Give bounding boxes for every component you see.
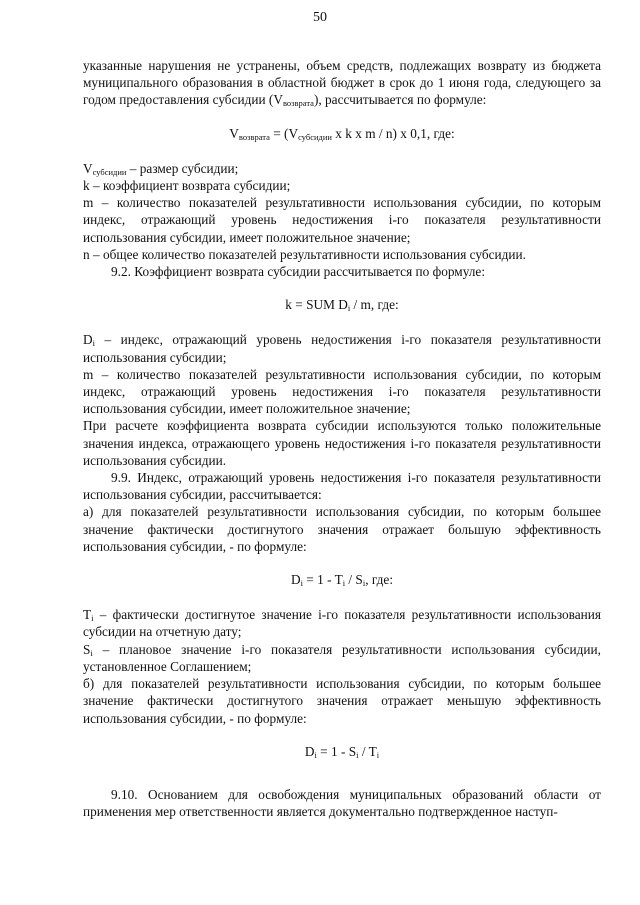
subscript: i xyxy=(92,338,95,349)
text-run: – индекс, отражающий уровень недостижения i-го показателя результативности использования субсидии; xyxy=(83,332,601,365)
paragraph xyxy=(83,641,601,675)
text-run: / m, где: xyxy=(350,297,399,313)
formula xyxy=(83,743,601,760)
subscript: субсидии xyxy=(298,131,332,142)
paragraph xyxy=(83,606,601,640)
subscript: i xyxy=(347,303,351,314)
paragraph xyxy=(83,786,601,820)
text-run: – плановое значение i-го показателя результативности использования субсидии, установленное Соглашением; xyxy=(83,641,601,674)
document-body xyxy=(83,57,601,820)
paragraph xyxy=(83,503,601,555)
subscript: возврата xyxy=(282,98,314,109)
text-run: V xyxy=(83,160,93,176)
text-run: , где: xyxy=(365,572,394,588)
text-run: m – количество показателей результативности использования субсидии, по которым индекс, отражающий уровень недостижения i-го показателя результативности использования субсидии, имеет положительное значение; xyxy=(83,195,601,245)
text-run: а) для показателей результативности использования субсидии, по которым большее значение фактически достигнутого значения отражает большую эффективность использования субсидии, - по формуле: xyxy=(83,504,601,554)
text-run: б) для показателей результативности использования субсидии, по которым большее значение фактически достигнутого значения отражает меньшую эффективность использования субсидии, - по формуле: xyxy=(83,676,601,726)
paragraph xyxy=(83,263,601,280)
text-run: m – количество показателей результативности использования субсидии, по которым индекс, отражающий уровень недостижения i-го показателя результативности использования субсидии, имеет положительное значение; xyxy=(83,366,601,417)
text-run: 9.9. Индекс, отражающий уровень недостижения i-го показателя результативности использования субсидии, рассчитывается: xyxy=(83,470,601,503)
paragraph xyxy=(83,177,601,194)
subscript: i xyxy=(376,749,380,760)
text-run: x k x m / n) x 0,1, где: xyxy=(331,125,455,141)
text-run: k = SUM D xyxy=(285,297,348,313)
paragraph xyxy=(83,194,601,246)
text-run: 9.2. Коэффициент возврата субсидии рассчитывается по формуле: xyxy=(111,264,486,280)
paragraph xyxy=(83,331,601,365)
text-run: 9.10. Основанием для освобождения муниципальных образований области от применения мер ответственности является документально подтвержденное наступ- xyxy=(83,786,601,820)
paragraph xyxy=(83,469,601,503)
text-run: = 1 - S xyxy=(316,743,357,759)
text-run: V xyxy=(229,125,239,141)
paragraph xyxy=(83,417,601,469)
formula xyxy=(83,296,601,313)
paragraph xyxy=(83,366,601,418)
text-run: D xyxy=(290,572,301,588)
spacer xyxy=(83,778,601,786)
text-run: – размер субсидии; xyxy=(126,160,239,176)
text-run: При расчете коэффициента возврата субсидии используются только положительные значения индекса, отражающего уровень недостижения i-го показателя результативности использования субсидии. xyxy=(83,418,601,468)
subscript: i xyxy=(90,647,93,658)
text-run: n – общее количество показателей результативности использования субсидии. xyxy=(83,246,526,262)
text-run: = 1 - T xyxy=(302,572,343,588)
subscript: i xyxy=(342,578,346,589)
text-run: – фактически достигнутое значение i-го показателя результативности использования субсидии на отчетную дату; xyxy=(83,607,601,640)
text-run: S xyxy=(83,641,91,657)
page-number: 50 xyxy=(313,10,327,25)
paragraph xyxy=(83,246,601,263)
text-run: T xyxy=(83,607,92,623)
text-run: D xyxy=(83,332,93,348)
text-run: k – коэффициент возврата субсидии; xyxy=(83,178,291,194)
subscript: i xyxy=(362,578,366,589)
subscript: i xyxy=(300,578,303,589)
subscript: субсидии xyxy=(92,166,127,177)
formula xyxy=(83,571,601,588)
subscript: i xyxy=(356,749,359,760)
paragraph xyxy=(83,160,601,177)
subscript: i xyxy=(314,749,317,760)
subscript: i xyxy=(91,613,94,624)
text-run: указанные нарушения не устранены, объем средств, подлежащих возврату из бюджета муниципального образования в областной бюджет в срок до 1 июня года, следующего за годом предоставления субсидии (V xyxy=(83,58,601,108)
text-run: ), рассчитывается по формуле: xyxy=(313,92,487,108)
text-run: D xyxy=(304,743,315,759)
text-run: = (V xyxy=(269,125,299,141)
subscript: возврата xyxy=(238,131,270,142)
paragraph xyxy=(83,675,601,727)
formula xyxy=(83,125,601,142)
text-run: / T xyxy=(358,743,377,759)
text-run: / S xyxy=(345,572,363,588)
paragraph xyxy=(83,57,601,109)
